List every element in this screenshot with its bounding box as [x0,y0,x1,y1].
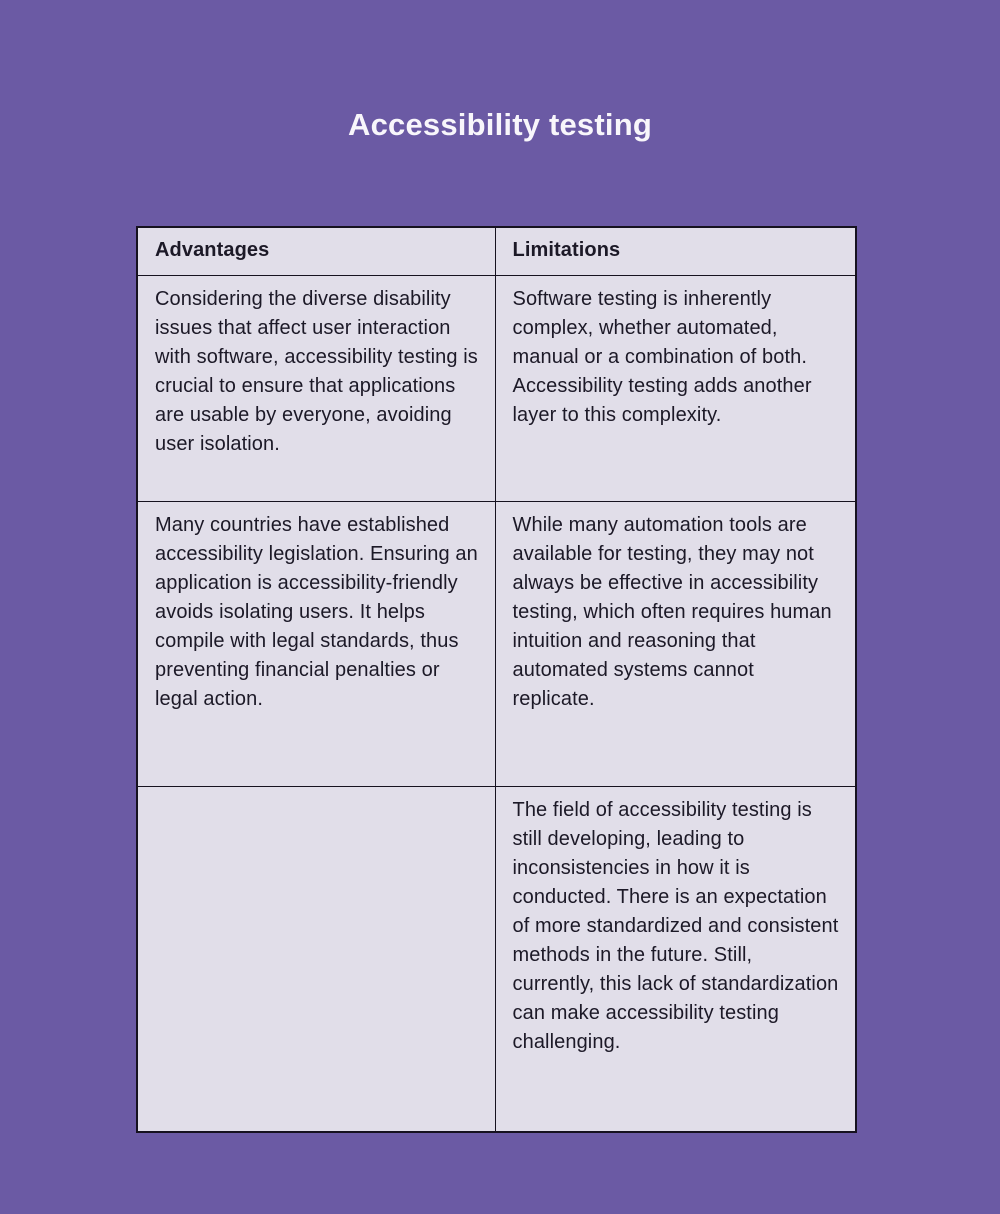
cell-row3-advantages [137,786,495,1132]
table-row [137,501,856,786]
table-header-row [137,227,856,275]
column-header-limitations: Limitations [495,227,856,275]
accessibility-comparison-table [136,226,857,1133]
table-row [137,275,856,501]
table-row [137,786,856,1132]
cell-row1-limitations: Software testing is inherently complex, whether automated, manual or a combination of both. Accessibility testing adds another layer to this complexity. [495,275,856,501]
cell-row2-advantages: Many countries have established accessibility legislation. Ensuring an application is accessibility-friendly avoids isolating users. It helps compile with legal standards, thus preventing financial penalties or legal action. [137,501,495,786]
cell-row3-limitations: The field of accessibility testing is still developing, leading to inconsistencies in how it is conducted. There is an expectation of more standardized and consistent methods in the future. Still, currently, this lack of standardization can make accessibility testing challenging. [495,786,856,1132]
cell-row1-advantages: Considering the diverse disability issues that affect user interaction with software, accessibility testing is crucial to ensure that applications are usable by everyone, avoiding user isolation. [137,275,495,501]
cell-row2-limitations: While many automation tools are available for testing, they may not always be effective in accessibility testing, which often requires human intuition and reasoning that automated systems cannot replicate. [495,501,856,786]
page-title: Accessibility testing [348,106,652,142]
column-header-advantages: Advantages [137,227,495,275]
